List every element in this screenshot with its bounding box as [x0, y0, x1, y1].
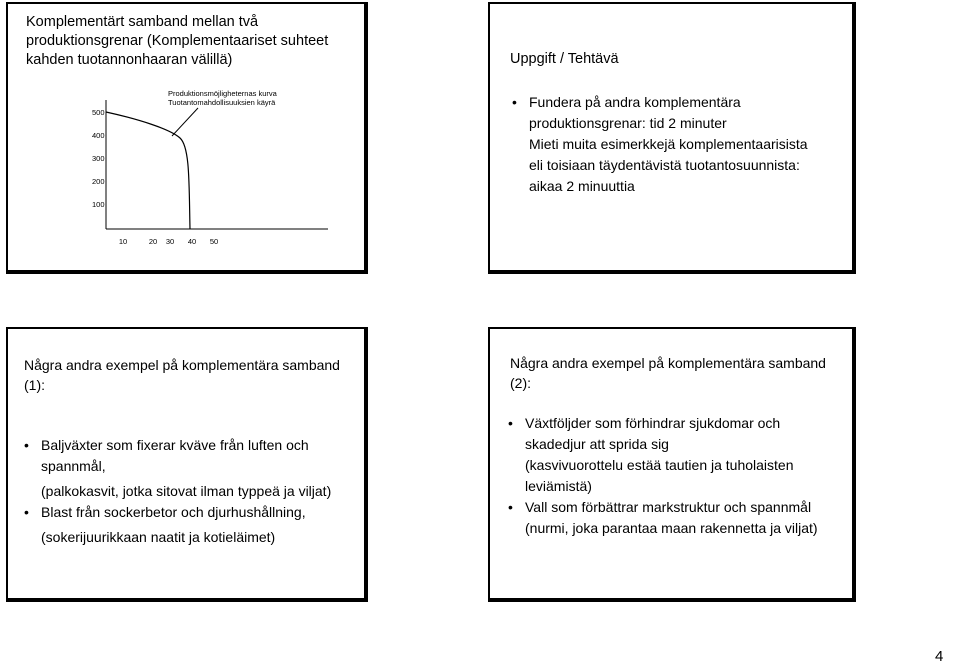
slide-3-body — [22, 435, 357, 548]
list-item-text: Vall som förbättrar markstruktur och spannmål (nurmi, joka parantaa maan rakennetta ja viljat) — [525, 499, 818, 536]
slide-3-title: Några andra exempel på komplementära samband (1): — [24, 357, 340, 393]
list-item — [510, 134, 820, 197]
list-item — [506, 497, 841, 539]
y-tick-label: 200 — [92, 177, 105, 186]
list-item — [510, 92, 820, 134]
list-item-text: (kasvivuorottelu estää tautien ja tuholaisten leviämistä) — [525, 457, 794, 494]
production-possibility-chart — [8, 4, 366, 270]
list-item — [506, 413, 841, 455]
slide-4-title: Några andra exempel på komplementära samband (2): — [510, 355, 826, 391]
list-item-text: Mieti muita esimerkkejä komplementaarisista eli toisiaan täydentävistä tuotantosuunnista: aikaa 2 minuuttia — [529, 136, 808, 194]
list-item-text: Blast från sockerbetor och djurhushållning, — [41, 504, 306, 520]
x-tick-label: 10 — [118, 237, 128, 246]
slide-2-title: Uppgift / Tehtävä — [510, 51, 619, 67]
bullet: • — [508, 499, 513, 515]
chart-label: Produktionsmöjligheternas kurva — [168, 89, 277, 98]
slide-1 — [6, 2, 368, 274]
list-item — [22, 502, 357, 523]
y-tick-label: 500 — [92, 108, 105, 117]
annotation-arrow — [172, 108, 198, 136]
x-tick-label: 50 — [209, 237, 219, 246]
list-item-text: (palkokasvit, jotka sitovat ilman typpeä ja viljat) — [41, 483, 332, 499]
x-tick-label: 40 — [187, 237, 197, 246]
slide-1-title: Komplementärt samband mellan två produktionsgrenar (Komplementaariset suhteet kahden tuotannonhaaran välillä) — [26, 14, 329, 68]
x-tick-label: 20 — [148, 237, 158, 246]
bullet: • — [508, 415, 513, 431]
list-item-text: Växtföljder som förhindrar sjukdomar och skadedjur att sprida sig — [525, 415, 781, 452]
page-number: 4 — [935, 648, 944, 665]
list-item-text: Fundera på andra komplementära produktionsgrenar: tid 2 minuter — [529, 94, 741, 131]
bullet: • — [24, 437, 29, 453]
bullet: • — [512, 94, 517, 110]
y-tick-label: 100 — [92, 200, 105, 209]
slide-2 — [488, 2, 856, 274]
chart-label: Tuotantomahdollisuuksien käyrä — [168, 98, 276, 107]
list-item-text: Baljväxter som fixerar kväve från luften och spannmål, — [41, 437, 309, 474]
y-tick-label: 400 — [92, 131, 105, 140]
slide-2-body — [510, 92, 820, 197]
y-tick-label: 300 — [92, 154, 105, 163]
slide-3 — [6, 327, 368, 602]
list-item — [506, 455, 841, 497]
x-tick-label: 30 — [165, 237, 175, 246]
slide-4-body — [506, 413, 841, 539]
list-item — [22, 435, 357, 477]
list-item — [22, 481, 357, 502]
bullet: • — [24, 504, 29, 520]
list-item — [22, 527, 357, 548]
slide-4 — [488, 327, 856, 602]
list-item-text: (sokerijuurikkaan naatit ja kotieläimet) — [41, 529, 276, 545]
